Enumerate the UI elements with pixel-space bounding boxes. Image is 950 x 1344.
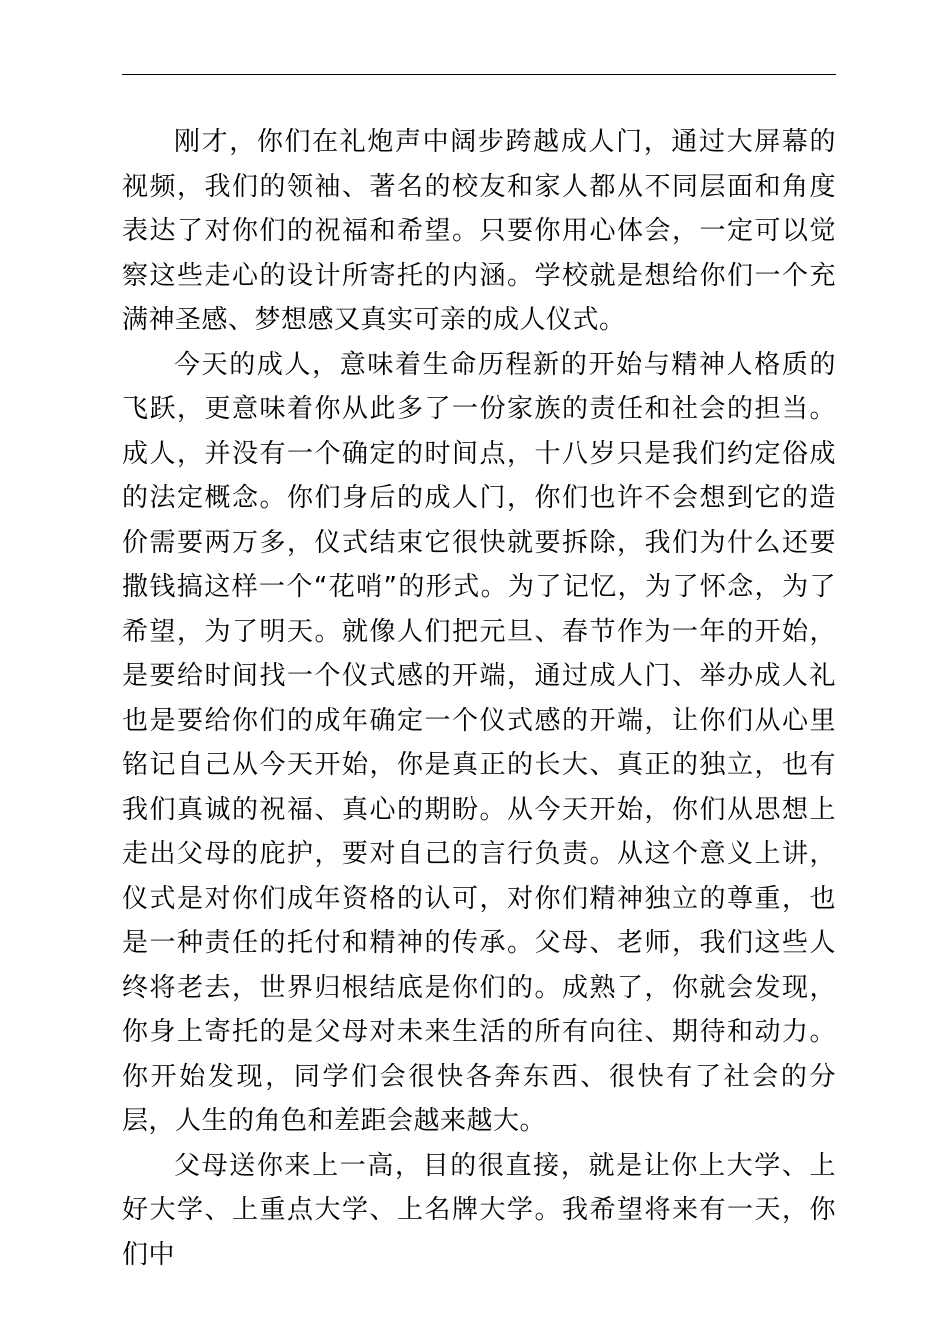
document-body [122,120,836,1277]
paragraph-3: 父母送你来上一高，目的很直接，就是让你上大学、上好大学、上重点大学、上名牌大学。我希望将来有一天，你们中 [122,1150,836,1270]
paragraph-2: 今天的成人，意味着生命历程新的开始与精神人格质的飞跃，更意味着你从此多了一份家族的责任和社会的担当。成人，并没有一个确定的时间点，十八岁只是我们约定俗成的法定概念。你们身后的成人门，你们也许不会想到它的造价需要两万多，仪式结束它很快就要拆除，我们为什么还要撒钱搞这样一个“花哨”的形式。为了记忆，为了怀念，为了希望，为了明天。就像人们把元旦、春节作为一年的开始，是要给时间找一个仪式感的开端，通过成人门、举办成人礼也是要给你们的成年确定一个仪式感的开端，让你们从心里铭记自己从今天开始，你是真正的长大、真正的独立，也有我们真诚的祝福、真心的期盼。从今天开始，你们从思想上走出父母的庇护，要对自己的言行负责。从这个意义上讲，仪式是对你们成年资格的认可，对你们精神独立的尊重，也是一种责任的托付和精神的传承。父母、老师，我们这些人终将老去，世界归根结底是你们的。成熟了，你就会发现，你身上寄托的是父母对未来生活的所有向往、期待和动力。你开始发现，同学们会很快各奔东西、很快有了社会的分层，人生的角色和差距会越来越大。 [122,349,836,1136]
header-rule [122,74,836,75]
paragraph-1: 刚才，你们在礼炮声中阔步跨越成人门，通过大屏幕的视频，我们的领袖、著名的校友和家人都从不同层面和角度表达了对你们的祝福和希望。只要你用心体会，一定可以觉察这些走心的设计所寄托的内涵。学校就是想给你们一个充满神圣感、梦想感又真实可亲的成人仪式。 [122,127,836,335]
